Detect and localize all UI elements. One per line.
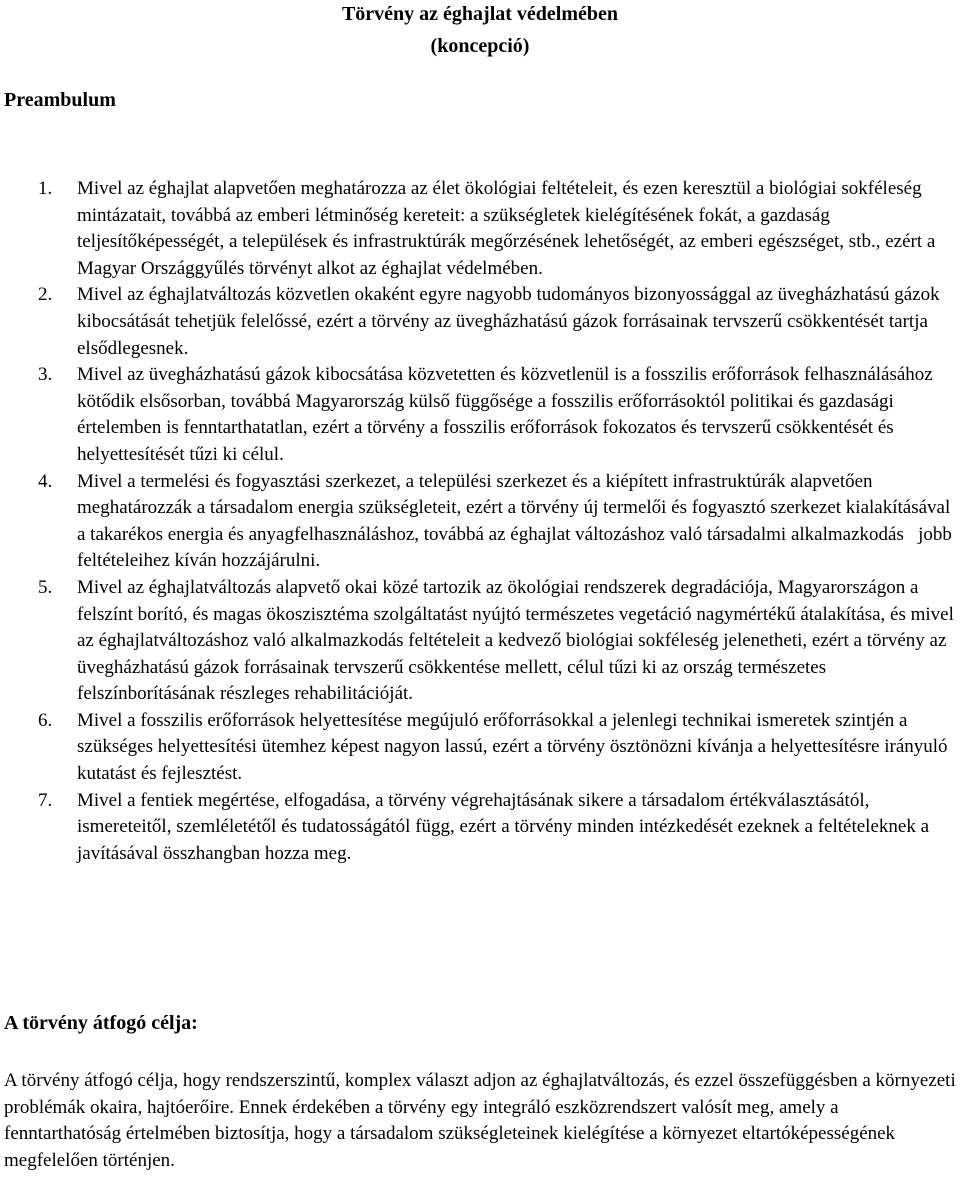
item-number: 2. [38, 284, 53, 306]
item-text: Mivel a termelési és fogyasztási szerkezet, a települési szerkezet és a kiépített infrastruktúrák alapvetően meghatározzák a társadalom energia szükségleteit, ezért a törvény új termelői és fogyasztó szerkezet kialakításával a takarékos energia és anyagfelhasználáshoz, továbbá az éghajlat változáshoz való társadalmi alkalmazkodás jobb feltételeihez kíván hozzájárulni. [77, 470, 957, 572]
item-number: 1. [38, 178, 53, 199]
preamble-item-7 [0, 788, 960, 868]
item-number: 6. [38, 709, 53, 731]
item-number: 4. [38, 470, 53, 492]
document-title [0, 0, 960, 62]
item-text: Mivel az éghajlatváltozás közvetlen okaként egyre nagyobb tudományos bizonyossággal az üvegházhatású gázok kibocsátását tehetjük felelőssé, ezért a törvény az üvegházhatású gázok forrásainak tervszerű csökkentését tartja elsődlegesnek. [77, 284, 940, 359]
preamble-item-6 [0, 708, 960, 788]
goal-heading: A törvény átfogó célja: [4, 1012, 198, 1034]
preamble-item-1 [0, 176, 960, 282]
title-line-main: Törvény az éghajlat védelmében [341, 3, 619, 25]
preamble-item-4 [0, 469, 960, 575]
preamble-item-5 [0, 575, 960, 708]
item-text: Mivel az éghajlat alapvetően meghatározza az élet ökológiai feltételeit, és ezen keresztül a biológiai sokféleség mintázatait, továbbá az emberi létminőség kereteit: a szükségletek kielégítésének fokát, a gazdaság teljesítőképességét, a települések és infrastruktúrák megőrzésének lehetőségét, az emberi egészséget, stb., ezért a Magyar Országgyűlés törvényt alkot az éghajlat védelmében. [77, 178, 936, 279]
preamble-item-3 [0, 362, 960, 468]
item-text: Mivel az üvegházhatású gázok kibocsátása közvetetten és közvetlenül is a fosszilis erőforrások felhasználásához kötődik elsősorban, továbbá Magyarország külső függősége a fosszilis erőforrásoktól politikai és gazdasági értelemben is fenntarthatatlan, ezért a törvény a fosszilis erőforrások fokozatos és tervszerű csökkentését és helyettesítését tűzi ki célul. [77, 364, 933, 465]
item-number: 5. [38, 576, 53, 598]
item-number: 7. [38, 789, 53, 811]
preamble-item-2 [0, 282, 960, 362]
item-number: 3. [38, 364, 53, 386]
goal-paragraph: A törvény átfogó célja, hogy rendszerszintű, komplex választ adjon az éghajlatváltozás, és ezzel összefüggésben a környezeti problémák okaira, hajtóerőire. Ennek érdekében a törvény egy integráló eszközrendszert valósít meg, amely a fenntarthatóság értelmében biztosítja, hogy a társadalom szükségleteinek kielégítése a környezet eltartóképességének megfelelően történjen. [4, 1070, 956, 1171]
item-text: Mivel a fosszilis erőforrások helyettesítése megújuló erőforrásokkal a jelenlegi technikai ismeretek szintjén a szükséges helyettesítési ütemhez képest nagyon lassú, ezért a törvény ösztönözni kívánja a helyettesítésre irányuló kutatást és fejlesztést. [77, 709, 948, 785]
title-line-subtitle: (koncepció) [430, 35, 530, 57]
preamble-list [0, 176, 960, 867]
item-text: Mivel a fentiek megértése, elfogadása, a törvény végrehajtásának sikere a társadalom értékválasztásától, ismereteitől, szemléletétől és tudatosságától függ, ezért a törvény minden intézkedését ezeknek a feltételeknek a javításával összhangban hozza meg. [77, 789, 930, 864]
preamble-heading: Preambulum [4, 89, 116, 111]
item-text: Mivel az éghajlatváltozás alapvető okai közé tartozik az ökológiai rendszerek degradációja, Magyarországon a felszínt borító, és magas ökoszisztéma szolgáltatást nyújtó természetes vegetáció nagymértékű átalakítása, és mivel az éghajlatváltozáshoz való alkalmazkodás feltételeit a kedvező biológiai sokféleség jelenetheti, ezért a törvény az üvegházhatású gázok forrásainak tervszerű csökkentése mellett, célul tűzi ki az ország természetes felszínborításának részleges rehabilitációját. [77, 576, 954, 705]
